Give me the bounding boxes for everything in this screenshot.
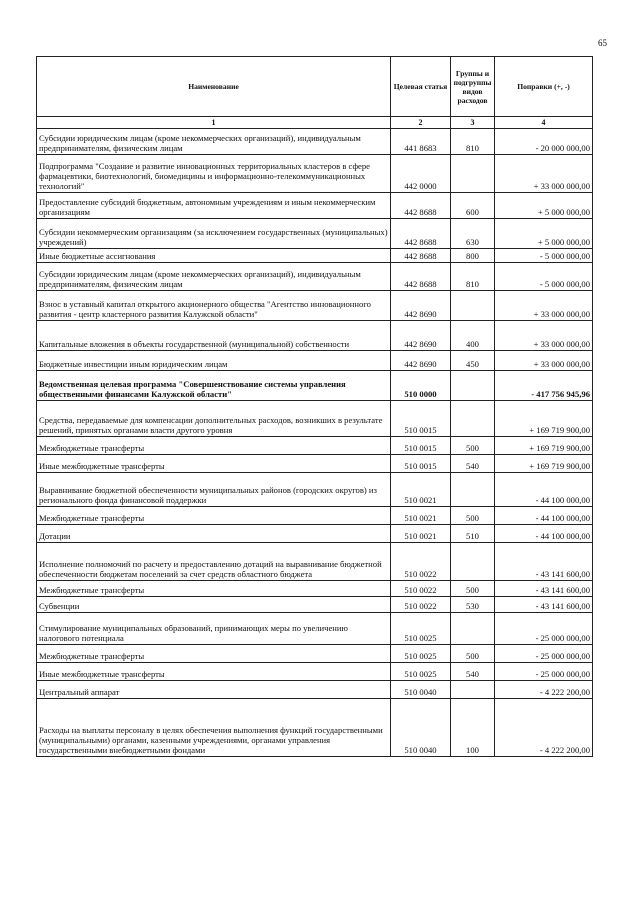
table-row — [37, 613, 593, 645]
row-code-cell: 442 8690 — [391, 321, 451, 351]
table-row — [37, 219, 593, 249]
header-name: Наименование — [37, 57, 391, 117]
row-amount-cell: - 5 000 000,00 — [495, 249, 593, 263]
column-number-row — [37, 117, 593, 129]
row-name-cell: Стимулирование муниципальных образований, принимающих меры по увеличению налогового потенциала — [37, 613, 391, 645]
row-code-cell: 510 0025 — [391, 645, 451, 663]
row-name-cell: Предоставление субсидий бюджетным, автономным учреждениям и иным некоммерческим организациям — [37, 193, 391, 219]
row-name-cell: Капитальные вложения в объекты государственной (муниципальной) собственности — [37, 321, 391, 351]
row-code-cell: 510 0021 — [391, 473, 451, 507]
row-name-cell: Межбюджетные трансферты — [37, 645, 391, 663]
table-row — [37, 507, 593, 525]
row-amount-cell: - 43 141 600,00 — [495, 597, 593, 613]
row-group-cell: 630 — [451, 219, 495, 249]
table-row — [37, 351, 593, 371]
row-name-cell: Межбюджетные трансферты — [37, 507, 391, 525]
table-row — [37, 455, 593, 473]
table-row — [37, 581, 593, 597]
row-amount-cell: - 43 141 600,00 — [495, 543, 593, 581]
table-row — [37, 597, 593, 613]
row-group-cell — [451, 401, 495, 437]
row-amount-cell: + 169 719 900,00 — [495, 401, 593, 437]
table-row — [37, 681, 593, 699]
row-group-cell: 510 — [451, 525, 495, 543]
table-row — [37, 437, 593, 455]
row-name-cell: Центральный аппарат — [37, 681, 391, 699]
row-amount-cell: - 25 000 000,00 — [495, 645, 593, 663]
table-row — [37, 401, 593, 437]
table-row — [37, 525, 593, 543]
row-amount-cell: - 44 100 000,00 — [495, 525, 593, 543]
row-amount-cell: - 4 222 200,00 — [495, 681, 593, 699]
row-code-cell: 441 8683 — [391, 129, 451, 155]
amendments-table — [36, 56, 593, 757]
row-code-cell: 510 0015 — [391, 401, 451, 437]
row-amount-cell: + 169 719 900,00 — [495, 455, 593, 473]
table-header-row — [37, 57, 593, 117]
row-name-cell: Субсидии юридическим лицам (кроме некоммерческих организаций), индивидуальным предпринимателям, физическим лицам — [37, 129, 391, 155]
row-name-cell: Иные межбюджетные трансферты — [37, 663, 391, 681]
column-number: 2 — [391, 117, 451, 129]
row-amount-cell: + 33 000 000,00 — [495, 291, 593, 321]
row-name-cell: Межбюджетные трансферты — [37, 437, 391, 455]
row-name-cell: Расходы на выплаты персоналу в целях обеспечения выполнения функций государственными (муниципальными) органами, казенными учреждениями, органами управления государственными внебюджетными фондами — [37, 699, 391, 757]
row-name-cell: Иные межбюджетные трансферты — [37, 455, 391, 473]
column-number: 1 — [37, 117, 391, 129]
row-amount-cell: + 33 000 000,00 — [495, 155, 593, 193]
row-amount-cell: + 5 000 000,00 — [495, 193, 593, 219]
row-group-cell: 530 — [451, 597, 495, 613]
header-group: Группы и подгруппы видов расходов — [451, 57, 495, 117]
row-amount-cell: - 5 000 000,00 — [495, 263, 593, 291]
table-row — [37, 321, 593, 351]
table-row — [37, 663, 593, 681]
row-amount-cell: + 33 000 000,00 — [495, 351, 593, 371]
row-group-cell: 800 — [451, 249, 495, 263]
row-code-cell: 510 0025 — [391, 613, 451, 645]
row-group-cell: 810 — [451, 129, 495, 155]
row-name-cell: Субвенции — [37, 597, 391, 613]
row-name-cell: Иные бюджетные ассигнования — [37, 249, 391, 263]
table-row — [37, 699, 593, 757]
row-amount-cell: + 169 719 900,00 — [495, 437, 593, 455]
row-group-cell — [451, 371, 495, 401]
row-group-cell: 810 — [451, 263, 495, 291]
table-row — [37, 473, 593, 507]
row-name-cell: Дотации — [37, 525, 391, 543]
row-code-cell: 510 0015 — [391, 455, 451, 473]
table-row — [37, 129, 593, 155]
row-group-cell: 540 — [451, 455, 495, 473]
row-group-cell — [451, 155, 495, 193]
row-group-cell: 450 — [451, 351, 495, 371]
table-row — [37, 645, 593, 663]
row-group-cell: 500 — [451, 645, 495, 663]
row-name-cell: Взнос в уставный капитал открытого акционерного общества "Агентство инновационного развития - центр кластерного развития Калужской области" — [37, 291, 391, 321]
table-row — [37, 155, 593, 193]
table-row — [37, 543, 593, 581]
row-code-cell: 442 8688 — [391, 219, 451, 249]
row-name-cell: Межбюджетные трансферты — [37, 581, 391, 597]
row-code-cell: 510 0021 — [391, 525, 451, 543]
row-amount-cell: - 25 000 000,00 — [495, 663, 593, 681]
row-group-cell: 540 — [451, 663, 495, 681]
row-amount-cell: - 44 100 000,00 — [495, 507, 593, 525]
table-row — [37, 291, 593, 321]
column-number: 3 — [451, 117, 495, 129]
row-amount-cell: - 20 000 000,00 — [495, 129, 593, 155]
row-name-cell: Субсидии некоммерческим организациям (за исключением государственных (муниципальных) учреждений) — [37, 219, 391, 249]
row-code-cell: 510 0025 — [391, 663, 451, 681]
row-code-cell: 510 0021 — [391, 507, 451, 525]
row-name-cell: Субсидии юридическим лицам (кроме некоммерческих организаций), индивидуальным предпринимателям, физическим лицам — [37, 263, 391, 291]
row-code-cell: 442 8688 — [391, 249, 451, 263]
row-group-cell — [451, 613, 495, 645]
row-group-cell: 600 — [451, 193, 495, 219]
row-name-cell: Бюджетные инвестиции иным юридическим лицам — [37, 351, 391, 371]
row-code-cell: 442 8690 — [391, 291, 451, 321]
row-group-cell — [451, 681, 495, 699]
table-row — [37, 249, 593, 263]
header-code: Целевая статья — [391, 57, 451, 117]
row-amount-cell: + 33 000 000,00 — [495, 321, 593, 351]
row-name-cell: Исполнение полномочий по расчету и предоставлению дотаций на выравнивание бюджетной обеспеченности бюджетам поселений за счет средств областного бюджета — [37, 543, 391, 581]
table-row — [37, 193, 593, 219]
row-code-cell: 510 0040 — [391, 681, 451, 699]
row-name-cell: Выравнивание бюджетной обеспеченности муниципальных районов (городских округов) из регионального фонда финансовой поддержки — [37, 473, 391, 507]
row-code-cell: 510 0022 — [391, 543, 451, 581]
page-number: 65 — [598, 38, 607, 48]
row-amount-cell: - 4 222 200,00 — [495, 699, 593, 757]
row-group-cell: 100 — [451, 699, 495, 757]
header-amount: Поправки (+, -) — [495, 57, 593, 117]
row-name-cell: Ведомственная целевая программа "Совершенствование системы управления общественными финансами Калужской области" — [37, 371, 391, 401]
row-code-cell: 442 8690 — [391, 351, 451, 371]
column-number: 4 — [495, 117, 593, 129]
row-amount-cell: - 417 756 945,96 — [495, 371, 593, 401]
row-group-cell: 500 — [451, 437, 495, 455]
row-group-cell — [451, 291, 495, 321]
row-code-cell: 442 8688 — [391, 263, 451, 291]
row-code-cell: 510 0015 — [391, 437, 451, 455]
row-group-cell — [451, 473, 495, 507]
table-row — [37, 263, 593, 291]
row-amount-cell: - 44 100 000,00 — [495, 473, 593, 507]
row-code-cell: 510 0040 — [391, 699, 451, 757]
row-group-cell: 500 — [451, 507, 495, 525]
row-group-cell: 400 — [451, 321, 495, 351]
row-amount-cell: - 43 141 600,00 — [495, 581, 593, 597]
table-row — [37, 371, 593, 401]
row-amount-cell: + 5 000 000,00 — [495, 219, 593, 249]
row-amount-cell: - 25 000 000,00 — [495, 613, 593, 645]
row-group-cell: 500 — [451, 581, 495, 597]
row-code-cell: 510 0022 — [391, 597, 451, 613]
row-code-cell: 510 0022 — [391, 581, 451, 597]
row-group-cell — [451, 543, 495, 581]
row-name-cell: Средства, передаваемые для компенсации дополнительных расходов, возникших в результате решений, принятых органами власти другого уровня — [37, 401, 391, 437]
row-code-cell: 510 0000 — [391, 371, 451, 401]
row-name-cell: Подпрограмма "Создание и развитие инновационных территориальных кластеров в сфере фармацевтики, биотехнологий, биомедицины и информационно-телекоммуникационных технологий" — [37, 155, 391, 193]
row-code-cell: 442 8688 — [391, 193, 451, 219]
row-code-cell: 442 0000 — [391, 155, 451, 193]
